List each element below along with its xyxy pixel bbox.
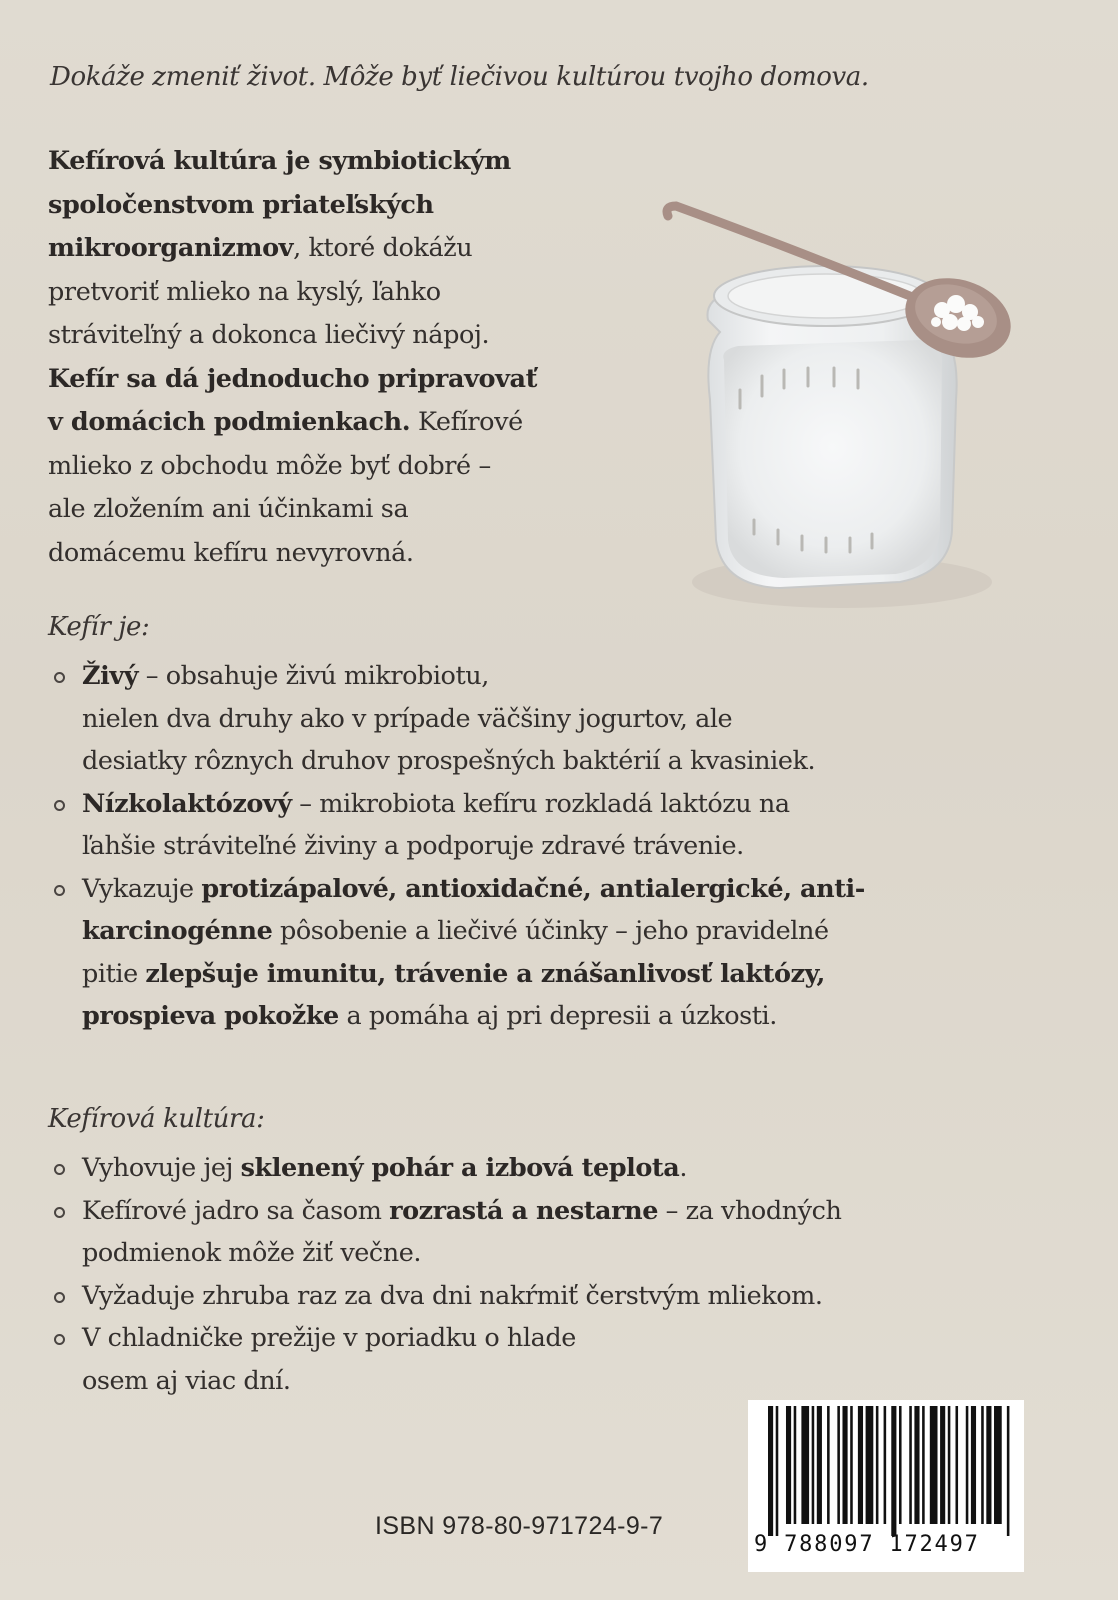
intro-line-3-bold: mikroorganizmov: [48, 233, 294, 263]
tagline: Dokáže zmeniť život. Môže byť liečivou kultúrou tvojho domova.: [50, 62, 869, 92]
item-text: Kefírové jadro sa časom: [82, 1195, 390, 1226]
list-item: [48, 1317, 841, 1402]
item-text: desiatky rôznych druhov prospešných baktérií a kvasiniek.: [82, 746, 816, 776]
barcode-bar: [909, 1406, 912, 1524]
intro-line-9: ale zložením ani účinkami sa: [48, 494, 409, 524]
barcode-bar: [955, 1406, 958, 1524]
barcode-bar: [914, 1406, 919, 1524]
item-text: pitie: [82, 958, 146, 989]
barcode-bar: [891, 1406, 896, 1536]
item-text: V chladničke prežije v poriadku o hlade: [82, 1323, 576, 1353]
barcode-bar: [776, 1406, 779, 1536]
list-item: [48, 783, 865, 868]
bullet-icon: [54, 1207, 65, 1218]
barcode-bar: [930, 1406, 938, 1524]
barcode-bar: [986, 1406, 991, 1524]
barcode-bar: [842, 1406, 847, 1524]
item-bold: zlepšuje imunitu, trávenie a znášanlivosť laktózy,: [145, 958, 825, 989]
barcode-bar: [817, 1406, 822, 1524]
intro-line-6: Kefír sa dá jednoducho pripravovať: [48, 363, 538, 394]
item-text: podmienok môže žiť večne.: [82, 1238, 422, 1268]
barcode-bar: [858, 1406, 863, 1524]
culture-properties-list: [48, 1147, 841, 1402]
barcode-bar: [966, 1406, 969, 1524]
intro-line-4: pretvoriť mlieko na kyslý, ľahko: [48, 276, 441, 307]
item-text: Vykazuje: [82, 873, 202, 904]
intro-line-7-bold: v domácich podmienkach.: [48, 407, 411, 437]
barcode-bar: [899, 1406, 902, 1524]
bullet-icon: [54, 885, 65, 896]
item-text: a pomáha aj pri depresii a úzkosti.: [338, 1001, 777, 1031]
barcode-bar: [850, 1406, 853, 1524]
item-text: .: [679, 1153, 687, 1183]
bullet-icon: [54, 800, 65, 811]
intro-line-1: Kefírová kultúra je symbiotickým: [48, 146, 511, 176]
barcode-bar: [866, 1406, 874, 1524]
item-bold: Nízkolaktózový: [82, 788, 292, 819]
bullet-icon: [54, 1334, 65, 1345]
item-bold: Živý: [82, 661, 139, 691]
barcode-bar: [786, 1406, 791, 1524]
barcode-bar: [812, 1406, 815, 1524]
barcode: [748, 1400, 1024, 1572]
item-text: nielen dva druhy ako v prípade väčšiny jogurtov, ale: [82, 703, 733, 734]
barcode-bar: [794, 1406, 797, 1524]
list-item: [48, 1147, 841, 1190]
barcode-bar: [948, 1406, 951, 1524]
intro-line-7-rest: Kefírové: [410, 407, 523, 437]
barcode-bar: [876, 1406, 879, 1524]
kefir-jar-illustration: [660, 200, 1060, 620]
barcode-bar: [940, 1406, 945, 1524]
kefir-section-heading: Kefír je:: [48, 612, 150, 642]
item-text: – za vhodných: [657, 1195, 842, 1226]
intro-line-10: domácemu kefíru nevyrovná.: [48, 537, 414, 568]
bullet-icon: [54, 672, 65, 683]
item-text: Vyhovuje jej: [82, 1153, 241, 1183]
item-bold: sklenený pohár a izbová teplota: [240, 1153, 680, 1183]
item-bold: karcinogénne: [82, 916, 273, 946]
intro-line-5: stráviteľný a dokonca liečivý nápoj.: [48, 320, 490, 350]
culture-section-heading: Kefírová kultúra:: [48, 1104, 265, 1134]
item-text: ľahšie stráviteľné živiny a podporuje zdravé trávenie.: [82, 831, 744, 861]
bullet-icon: [54, 1164, 65, 1175]
kefir-properties-list: [48, 655, 865, 1038]
barcode-bar: [994, 1406, 1002, 1524]
item-bold: protizápalové, antioxidačné, antialergické, anti-: [201, 873, 865, 904]
item-text: osem aj viac dní.: [82, 1365, 291, 1396]
item-bold: rozrastá a nestarne: [389, 1195, 658, 1226]
intro-paragraph: [48, 140, 668, 575]
barcode-bar: [1007, 1406, 1010, 1536]
item-text: Vyžaduje zhruba raz za dva dni nakŕmiť čerstvým mliekom.: [82, 1280, 823, 1311]
barcode-bar: [837, 1406, 840, 1524]
barcode-bar: [884, 1406, 887, 1524]
intro-line-3-rest: , ktoré dokážu: [293, 233, 473, 263]
intro-line-2: spoločenstvom priateľských: [48, 189, 434, 220]
barcode-bar: [922, 1406, 925, 1524]
item-text: – obsahuje živú mikrobiotu,: [138, 661, 489, 691]
item-text: – mikrobiota kefíru rozkladá laktózu na: [291, 788, 790, 819]
barcode-bar: [827, 1406, 830, 1524]
barcode-bar: [971, 1406, 976, 1524]
isbn-label: ISBN 978-80-971724-9-7: [375, 1512, 664, 1540]
list-item: [48, 655, 865, 783]
list-item: [48, 1275, 841, 1318]
barcode-bar: [981, 1406, 984, 1524]
barcode-bar: [801, 1406, 809, 1524]
bullet-icon: [54, 1292, 65, 1303]
barcode-bars: [768, 1406, 1012, 1536]
list-item: [48, 868, 865, 1038]
list-item: [48, 1190, 841, 1275]
intro-line-8: mlieko z obchodu môže byť dobré –: [48, 450, 491, 481]
barcode-bar: [768, 1406, 773, 1536]
barcode-digits: 9 788097 172497: [754, 1532, 980, 1557]
item-bold: prospieva pokožke: [82, 1001, 339, 1031]
item-text: pôsobenie a liečivé účinky – jeho pravidelné: [272, 916, 829, 946]
